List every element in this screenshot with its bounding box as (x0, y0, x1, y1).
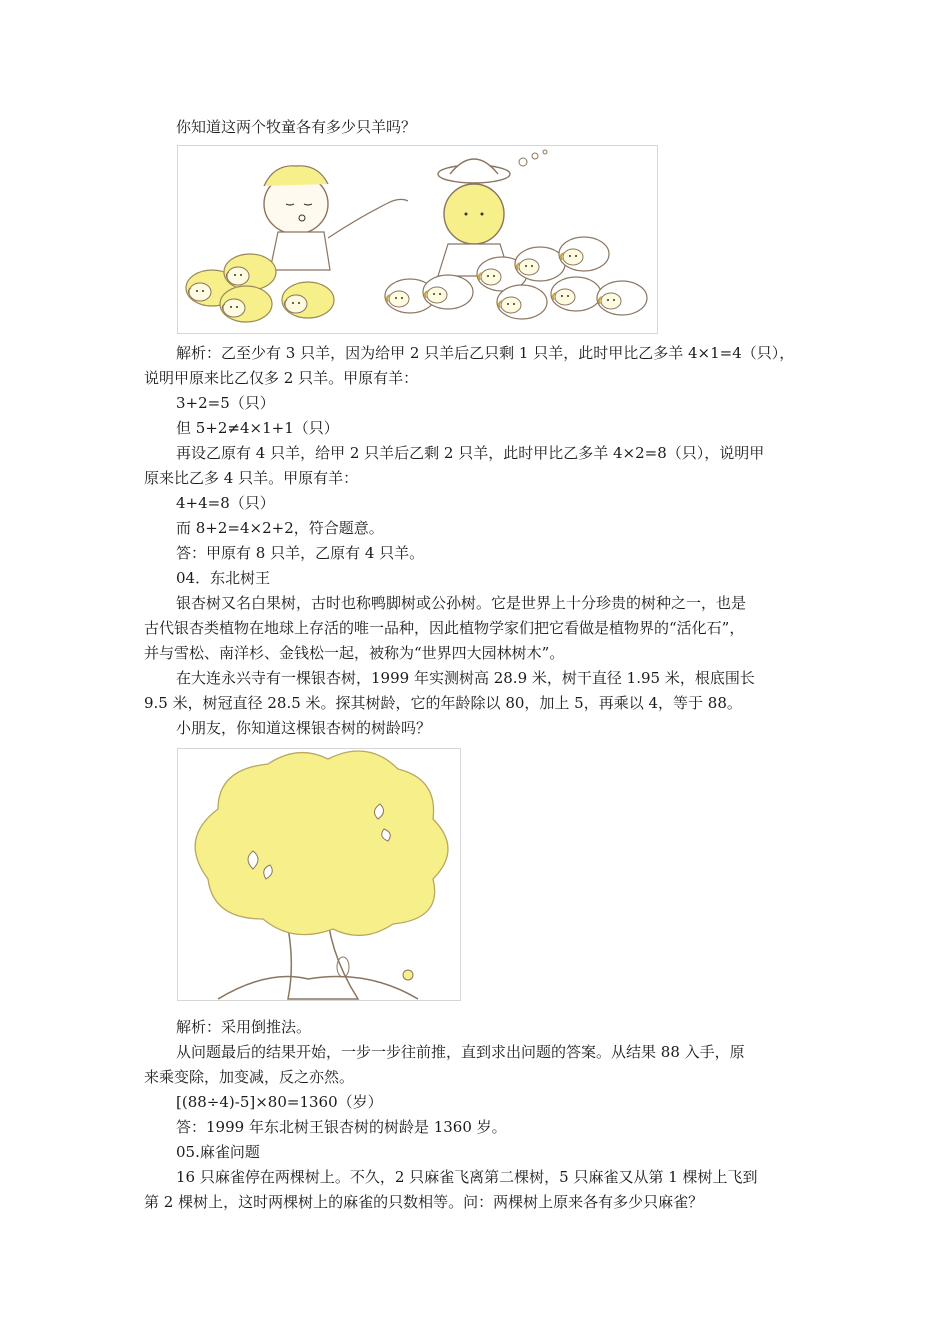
analysis-paragraph-line: 再设乙原有 4 只羊，给甲 2 只羊后乙剩 2 只羊，此时甲比乙多羊 4×2=8（只），说明甲 (176, 444, 765, 462)
body-paragraph-line: 并与雪松、南洋杉、金钱松一起，被称为“世界四大园林树木”。 (144, 644, 565, 662)
body-paragraph-line: 9.5 米，树冠直径 28.5 米。探其树龄，它的年龄除以 80，加上 5，再乘以 4，等于 88。 (144, 694, 742, 712)
shepherd-boys-sheep-illustration (177, 145, 658, 334)
equation-line: [(88÷4)-5]×80=1360（岁） (176, 1093, 383, 1111)
equation-line: 而 8+2=4×2+2，符合题意。 (176, 519, 384, 537)
equation-line: 3+2=5（只） (176, 394, 275, 412)
equation-line: 但 5+2≠4×1+1（只） (176, 419, 339, 437)
analysis-paragraph-line: 说明甲原来比乙仅多 2 只羊。甲原有羊： (144, 369, 419, 387)
analysis-paragraph-line: 解析：乙至少有 3 只羊，因为给甲 2 只羊后乙只剩 1 只羊，此时甲比乙多羊 4×1=4（只）， (176, 344, 795, 362)
answer-line: 答：甲原有 8 只羊，乙原有 4 只羊。 (176, 544, 425, 562)
ginkgo-tree-illustration (177, 748, 461, 1001)
section-heading: 04．东北树王 (176, 569, 271, 587)
question-text: 小朋友，你知道这棵银杏树的树龄吗？ (176, 719, 432, 737)
analysis-paragraph-line: 来乘变除，加变减，反之亦然。 (144, 1068, 355, 1086)
question-text: 你知道这两个牧童各有多少只羊吗？ (176, 118, 417, 136)
body-paragraph-line: 古代银杏类植物在地球上存活的唯一品种，因此植物学家们把它看做是植物界的“活化石”， (144, 619, 745, 637)
body-paragraph-line: 第 2 棵树上，这时两棵树上的麻雀的只数相等。问：两棵树上原来各有多少只麻雀？ (144, 1193, 704, 1211)
body-paragraph-line: 在大连永兴寺有一棵银杏树，1999 年实测树高 28.9 米，树干直径 1.95 米，根底围长 (176, 669, 755, 687)
answer-line: 答：1999 年东北树王银杏树的树龄是 1360 岁。 (176, 1118, 507, 1136)
analysis-paragraph-line: 原来比乙多 4 只羊。甲原有羊： (144, 469, 359, 487)
body-paragraph-line: 16 只麻雀停在两棵树上。不久，2 只麻雀飞离第二棵树，5 只麻雀又从第 1 棵树上飞到 (176, 1168, 758, 1186)
body-paragraph-line: 银杏树又名白果树，古时也称鸭脚树或公孙树。它是世界上十分珍贵的树种之一，也是 (176, 594, 747, 612)
analysis-paragraph-line: 从问题最后的结果开始，一步一步往前推，直到求出问题的答案。从结果 88 入手，原 (176, 1043, 745, 1061)
analysis-line: 解析：采用倒推法。 (176, 1018, 312, 1036)
section-heading: 05.麻雀问题 (176, 1143, 260, 1161)
equation-line: 4+4=8（只） (176, 494, 275, 512)
